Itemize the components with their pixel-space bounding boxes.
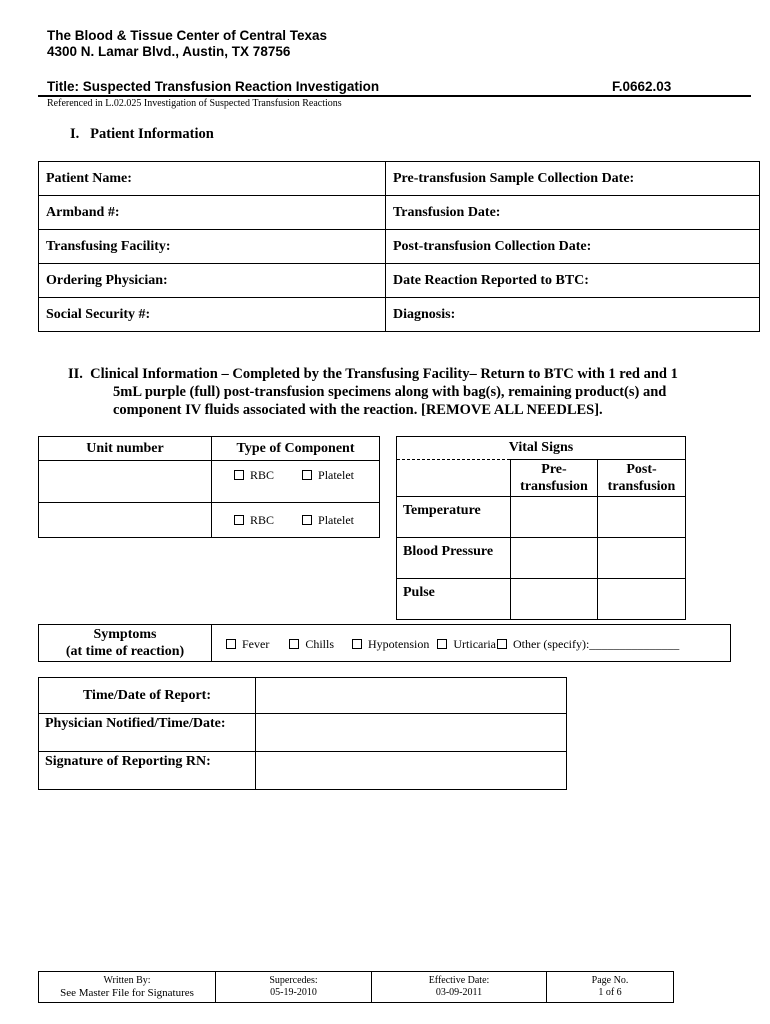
written-by-label: Written By: bbox=[103, 974, 151, 986]
effective-date-value: 03-09-2011 bbox=[435, 987, 483, 998]
physician-notified-field[interactable] bbox=[256, 714, 567, 752]
report-table bbox=[38, 677, 567, 790]
hypotension-label: Hypotension bbox=[368, 637, 430, 651]
section2-heading-line3: component IV fluids associated with the reaction. [REMOVE ALL NEEDLES]. bbox=[113, 402, 603, 418]
temperature-post-cell[interactable] bbox=[598, 497, 686, 538]
section1-heading: I. Patient Information bbox=[70, 126, 214, 142]
effective-date-cell bbox=[372, 972, 547, 1003]
pre-transfusion-date-field[interactable]: Pre-transfusion Sample Collection Date: bbox=[386, 162, 760, 196]
supercedes-label: Supercedes: bbox=[269, 975, 318, 986]
ssn-field[interactable]: Social Security #: bbox=[39, 298, 386, 332]
time-date-report-label: Time/Date of Report: bbox=[39, 678, 256, 714]
pulse-pre-cell[interactable] bbox=[511, 579, 598, 620]
unit-number-header: Unit number bbox=[39, 437, 212, 461]
table-row bbox=[39, 230, 760, 264]
table-row bbox=[39, 752, 567, 790]
blood-pressure-label: Blood Pressure bbox=[397, 538, 511, 579]
ordering-physician-field[interactable]: Ordering Physician: bbox=[39, 264, 386, 298]
symptoms-label: Symptoms (at time of reaction) bbox=[39, 625, 212, 662]
armband-field[interactable]: Armband #: bbox=[39, 196, 386, 230]
transfusion-date-field[interactable]: Transfusion Date: bbox=[386, 196, 760, 230]
unit-number-cell-2[interactable] bbox=[39, 503, 212, 538]
fever-checkbox[interactable] bbox=[226, 639, 236, 649]
page-number-value: 1 of 6 bbox=[598, 987, 622, 998]
platelet-label: Platelet bbox=[318, 512, 355, 527]
chills-label: Chills bbox=[305, 637, 335, 651]
section2-heading-line2: 5mL purple (full) post-transfusion specimens along with bag(s), remaining product(s) and bbox=[113, 384, 667, 400]
temperature-label: Temperature bbox=[397, 497, 511, 538]
supercedes-value: 05-19-2010 bbox=[270, 987, 317, 998]
other-checkbox[interactable] bbox=[497, 639, 507, 649]
symptoms-options bbox=[212, 625, 731, 662]
form-number: F.0662.03 bbox=[612, 79, 672, 94]
vital-signs-table bbox=[396, 436, 686, 620]
unit-number-cell-1[interactable] bbox=[39, 461, 212, 503]
pre-transfusion-header: Pre- transfusion bbox=[511, 460, 598, 497]
table-row bbox=[397, 538, 686, 579]
date-reported-field[interactable]: Date Reaction Reported to BTC: bbox=[386, 264, 760, 298]
table-row bbox=[39, 264, 760, 298]
table-row bbox=[39, 298, 760, 332]
component-type-header: Type of Component bbox=[212, 437, 380, 461]
effective-date-label: Effective Date: bbox=[428, 975, 490, 986]
table-row bbox=[39, 678, 567, 714]
blood-pressure-pre-cell[interactable] bbox=[511, 538, 598, 579]
table-row bbox=[397, 497, 686, 538]
patient-name-field[interactable]: Patient Name: bbox=[39, 162, 386, 196]
table-row bbox=[39, 503, 380, 538]
pulse-post-cell[interactable] bbox=[598, 579, 686, 620]
table-row bbox=[39, 162, 760, 196]
rbc-label: RBC bbox=[250, 468, 275, 482]
physician-notified-label: Physician Notified/Time/Date: bbox=[39, 714, 256, 752]
temperature-pre-cell[interactable] bbox=[511, 497, 598, 538]
unit-component-table bbox=[38, 436, 380, 538]
post-transfusion-header: Post- transfusion bbox=[598, 460, 686, 497]
vital-signs-title: Vital Signs bbox=[397, 437, 686, 460]
signature-rn-label: Signature of Reporting RN: bbox=[39, 752, 256, 790]
fever-label: Fever bbox=[242, 637, 270, 651]
table-row bbox=[39, 714, 567, 752]
patient-info-table bbox=[38, 161, 760, 332]
table-row bbox=[39, 437, 380, 461]
diagnosis-field[interactable]: Diagnosis: bbox=[386, 298, 760, 332]
table-row bbox=[39, 625, 731, 662]
signature-rn-field[interactable] bbox=[256, 752, 567, 790]
blood-pressure-post-cell[interactable] bbox=[598, 538, 686, 579]
post-transfusion-date-field[interactable]: Post-transfusion Collection Date: bbox=[386, 230, 760, 264]
urticaria-checkbox[interactable] bbox=[437, 639, 447, 649]
page-number-cell bbox=[547, 972, 674, 1003]
org-name: The Blood & Tissue Center of Central Texas bbox=[47, 28, 328, 43]
platelet-checkbox[interactable] bbox=[302, 515, 312, 525]
rbc-checkbox[interactable] bbox=[234, 515, 244, 525]
org-address: 4300 N. Lamar Blvd., Austin, TX 78756 bbox=[47, 44, 291, 59]
table-row bbox=[397, 579, 686, 620]
pulse-label: Pulse bbox=[397, 579, 511, 620]
header-rule bbox=[38, 95, 751, 97]
urticaria-label: Urticaria bbox=[453, 637, 496, 651]
footer-table bbox=[38, 971, 674, 1003]
table-row bbox=[397, 437, 686, 460]
supercedes-cell bbox=[216, 972, 372, 1003]
platelet-label: Platelet bbox=[318, 468, 355, 482]
time-date-report-field[interactable] bbox=[256, 678, 567, 714]
other-label: Other (specify):_______________ bbox=[513, 637, 680, 651]
platelet-checkbox[interactable] bbox=[302, 470, 312, 480]
symptoms-table bbox=[38, 624, 731, 662]
transfusing-facility-field[interactable]: Transfusing Facility: bbox=[39, 230, 386, 264]
page-number-label: Page No. bbox=[591, 975, 629, 986]
table-row bbox=[39, 196, 760, 230]
component-type-cell-1 bbox=[212, 461, 380, 503]
reference-note: Referenced in L.02.025 Investigation of Suspected Transfusion Reactions bbox=[47, 98, 342, 109]
hypotension-checkbox[interactable] bbox=[352, 639, 362, 649]
written-by-value: See Master File for Signatures bbox=[60, 986, 194, 999]
component-type-cell-2 bbox=[212, 503, 380, 538]
table-row bbox=[397, 460, 686, 497]
written-by-cell bbox=[39, 972, 216, 1003]
section2-heading-line1: II. Clinical Information – Completed by the Transfusing Facility– Return to BTC with 1 red and 1 bbox=[68, 366, 678, 382]
chills-checkbox[interactable] bbox=[289, 639, 299, 649]
table-row bbox=[39, 972, 674, 1003]
table-row bbox=[39, 461, 380, 503]
rbc-label: RBC bbox=[250, 512, 275, 527]
form-title: Title: Suspected Transfusion Reaction Investigation bbox=[47, 79, 380, 94]
rbc-checkbox[interactable] bbox=[234, 470, 244, 480]
